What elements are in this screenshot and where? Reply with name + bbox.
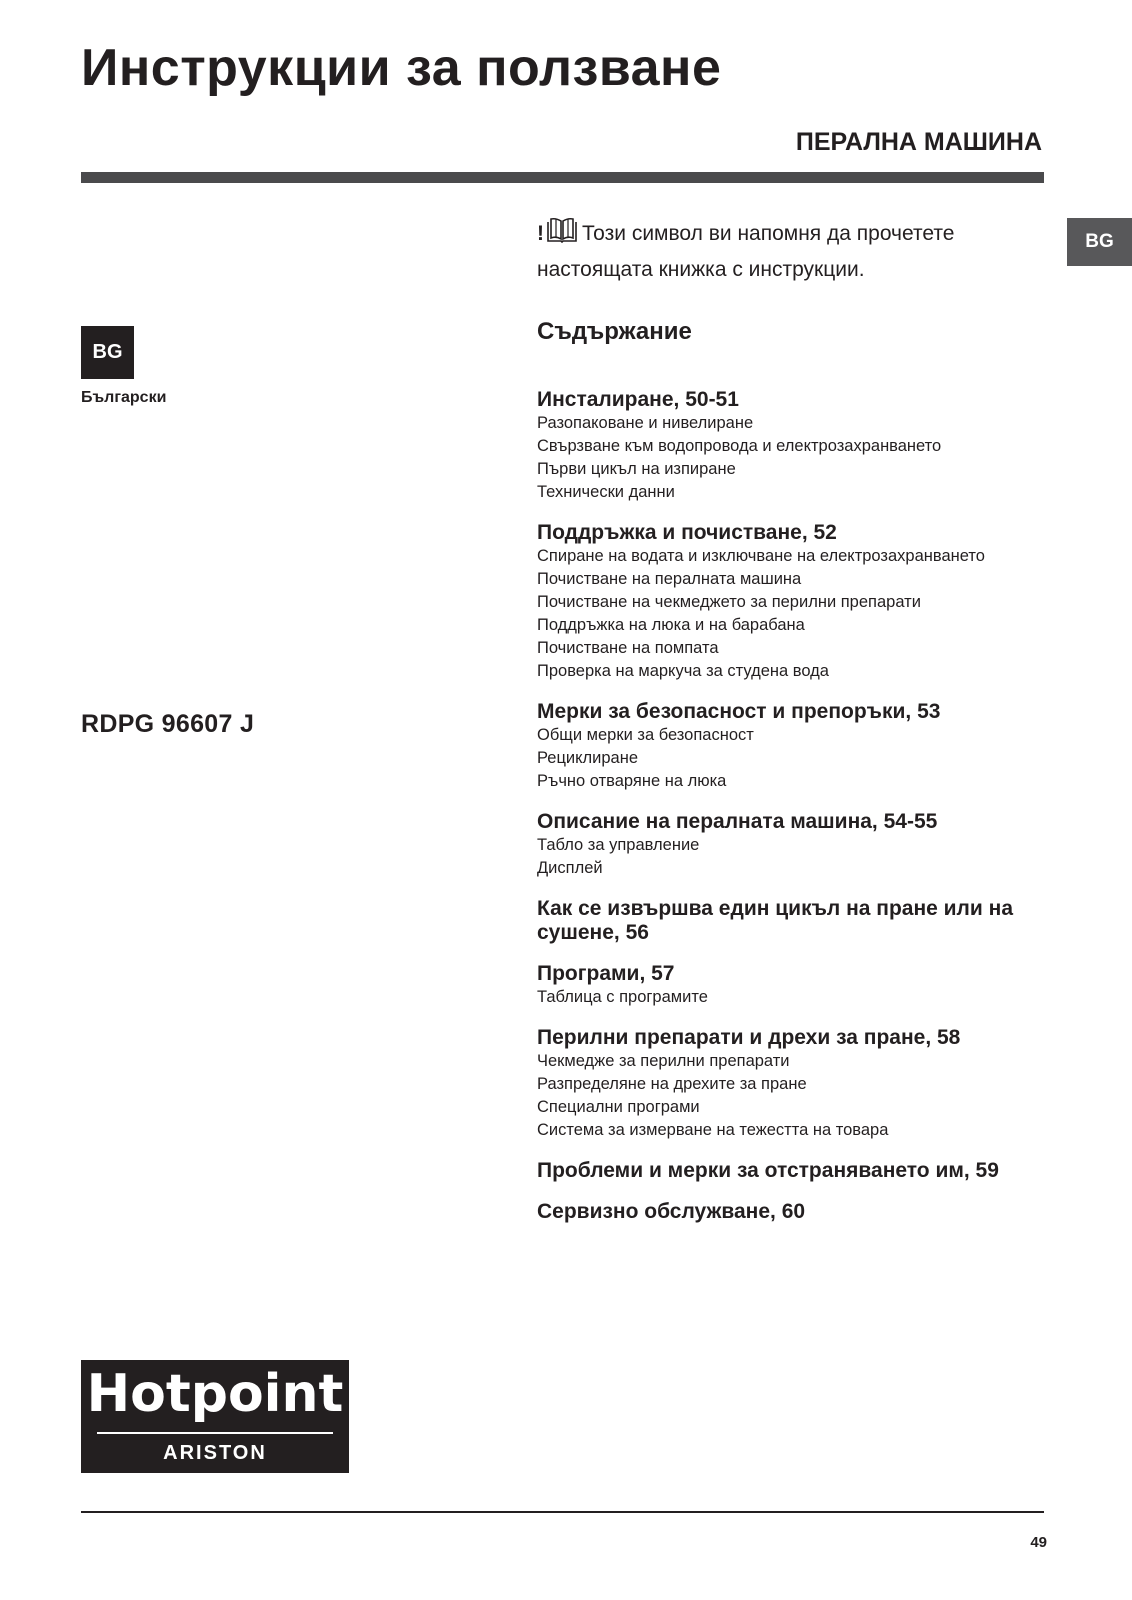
toc-title: Съдържание — [537, 318, 692, 345]
toc-item: Система за измерване на тежестта на товара — [537, 1121, 889, 1139]
notice-text: Този символ ви напомня да прочетете настоящата книжка с инструкции. — [537, 222, 955, 281]
page-subtitle: ПЕРАЛНА МАШИНА — [795, 128, 1042, 156]
toc-section-heading: Инсталиране, 50-51 — [537, 388, 739, 411]
toc-item: Почистване на чекмеджето за перилни препарати — [537, 593, 921, 611]
toc-item: Проверка на маркуча за студена вода — [537, 662, 829, 680]
model-number: RDPG 96607 J — [81, 710, 255, 738]
toc-section — [537, 897, 1057, 945]
toc-section-heading: Поддръжка и почистване, 52 — [537, 521, 837, 544]
toc-section — [537, 962, 1057, 1009]
toc-item: Свързване към водопровода и електрозахранването — [537, 437, 942, 455]
toc-item: Чекмедже за перилни препарати — [537, 1052, 790, 1070]
logo-sub: ARISTON — [163, 1442, 267, 1464]
toc-section — [537, 1159, 1057, 1183]
language-side-tab: BG — [1067, 218, 1132, 266]
toc-section — [537, 1026, 1057, 1142]
toc-item: Спиране на водата и изключване на електрозахранването — [537, 547, 985, 565]
language-name: Български — [81, 389, 167, 406]
exclamation-mark: ! — [537, 222, 544, 245]
toc-item: Ръчно отваряне на люка — [537, 772, 727, 790]
toc-item: Табло за управление — [537, 836, 700, 854]
logo-brand: Hotpoint — [86, 1364, 344, 1424]
toc-section-heading: Програми, 57 — [537, 962, 675, 985]
toc-section-heading: Как се извършва един цикъл на пране или на сушене, 56 — [537, 897, 1014, 944]
table-of-contents — [537, 388, 1057, 1224]
hotpoint-ariston-logo — [81, 1360, 349, 1473]
toc-item: Общи мерки за безопасност — [537, 726, 754, 744]
toc-section-heading: Перилни препарати и дрехи за пране, 58 — [537, 1026, 961, 1049]
book-icon — [546, 217, 578, 253]
language-badge: BG — [81, 326, 134, 379]
footer-divider — [81, 1511, 1044, 1513]
toc-item: Технически данни — [537, 483, 675, 501]
toc-item: Разпределяне на дрехите за пране — [537, 1075, 807, 1093]
toc-item: Разопаковане и нивелиране — [537, 414, 754, 432]
toc-item: Първи цикъл на изпиране — [537, 460, 736, 478]
logo-divider — [97, 1432, 333, 1434]
toc-item: Таблица с програмите — [537, 988, 708, 1006]
toc-item: Поддръжка на люка и на барабана — [537, 616, 805, 634]
toc-section — [537, 521, 1057, 683]
toc-section-heading: Сервизно обслужване, 60 — [537, 1200, 806, 1223]
toc-item: Специални програми — [537, 1098, 700, 1116]
toc-section-heading: Проблеми и мерки за отстраняването им, 59 — [537, 1159, 999, 1182]
toc-section — [537, 1200, 1057, 1224]
toc-section-heading: Описание на пералната машина, 54-55 — [537, 810, 938, 833]
toc-item: Почистване на помпата — [537, 639, 719, 657]
toc-section — [537, 700, 1057, 793]
toc-item: Рециклиране — [537, 749, 639, 767]
toc-item: Дисплей — [537, 859, 603, 877]
toc-section — [537, 388, 1057, 504]
page-number: 49 — [1030, 1534, 1047, 1551]
header-divider — [81, 172, 1044, 183]
toc-item: Почистване на пералната машина — [537, 570, 802, 588]
toc-section — [537, 810, 1057, 880]
read-manual-notice — [537, 217, 1007, 286]
page-title: Инструкции за ползване — [81, 39, 722, 97]
toc-section-heading: Мерки за безопасност и препоръки, 53 — [537, 700, 941, 723]
